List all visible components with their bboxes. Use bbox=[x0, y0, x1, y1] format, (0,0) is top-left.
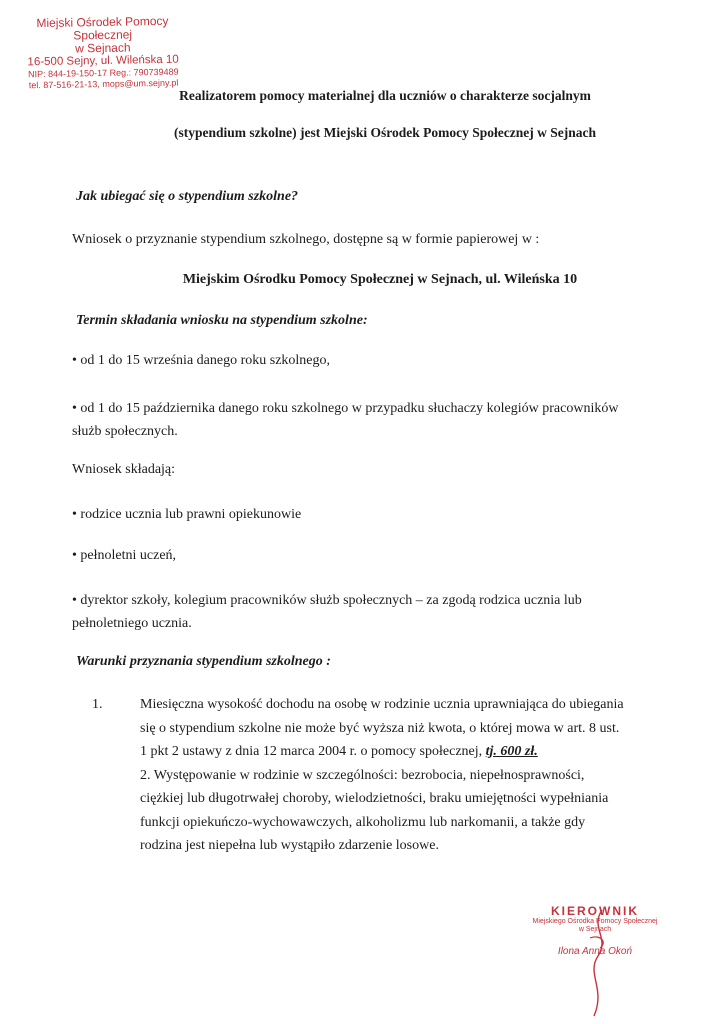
signature-name: Ilona Anna Okoń bbox=[557, 946, 633, 957]
stamp-line-2: w Sejnach bbox=[75, 40, 131, 56]
document-title-line-1: Realizatorem pomocy materialnej dla uczniów o charakterze socjalnym bbox=[179, 88, 591, 103]
deadline-item-2: • od 1 do 15 października danego roku szkolnego w przypadku słuchaczy kolegiów pracowników służb społecznych. bbox=[72, 401, 619, 439]
condition-item-1-text: Miesięczna wysokość dochodu na osobę w rodzinie ucznia uprawniająca do ubiegania się o stypendium szkolne nie może być wyższa niż kwota, o której mowa w art. 8 ust. 1 pkt 2 ustawy z dnia 12 marca 2004 r. o pomocy społecznej, bbox=[140, 697, 624, 759]
stamp-line-1: Miejski Ośrodek Pomocy Społecznej bbox=[36, 13, 169, 43]
stamp-line-3: 16-500 Sejny, ul. Wileńska 10 bbox=[27, 53, 179, 69]
signature-line-2: w Sejnach bbox=[578, 926, 612, 933]
applicant-item-3: • dyrektor szkoły, kolegium pracowników służb społecznych – za zgodą rodzica ucznia lub pełnoletniego ucznia. bbox=[72, 593, 582, 631]
applicants-label: Wniosek składają: bbox=[72, 462, 176, 477]
applicant-item-1: • rodzice ucznia lub prawni opiekunowie bbox=[72, 507, 302, 522]
signature-line-1: Miejskiego Ośrodka Pomocy Społecznej bbox=[532, 918, 658, 925]
signature-title: KIEROWNIK bbox=[551, 904, 639, 918]
director-signature-stamp bbox=[520, 904, 670, 957]
document-title-line-2: (stypendium szkolne) jest Miejski Ośrodek Pomocy Społecznej w Sejnach bbox=[174, 125, 596, 140]
handwritten-signature-icon bbox=[580, 908, 620, 1018]
condition-list bbox=[92, 693, 627, 858]
condition-number-1: 1. bbox=[92, 697, 103, 712]
stamp-line-4: NIP: 844-19-150-17 Reg.: 790739489 bbox=[27, 66, 179, 80]
section-heading-conditions: Warunki przyznania stypendium szkolnego : bbox=[76, 654, 331, 669]
condition-item-2: 2. Występowanie w rodzinie w szczególności: bezrobocia, niepełnosprawności, ciężkiej lub długotrwałej choroby, wielodzietności, braku umiejętności wypełniania funkcji opiekuńczo-wychowawczych, alkoholizmu lub narkomanii, a także gdy rodzina jest niepełna lub wystąpiło zdarzenie losowe. bbox=[140, 767, 609, 853]
deadline-item-1: • od 1 do 15 września danego roku szkolnego, bbox=[72, 353, 331, 368]
applicant-item-2: • pełnoletni uczeń, bbox=[72, 548, 177, 563]
section-heading-how-to-apply: Jak ubiegać się o stypendium szkolne? bbox=[76, 189, 299, 204]
institution-stamp bbox=[17, 15, 188, 92]
stamp-line-5: tel. 87-516-21-13, mops@um.sejny.pl bbox=[28, 77, 179, 91]
income-threshold-amount: tj. 600 zł. bbox=[485, 744, 538, 759]
condition-item-1 bbox=[140, 693, 627, 764]
office-address: Miejskim Ośrodku Pomocy Społecznej w Sejnach, ul. Wileńska 10 bbox=[182, 272, 578, 287]
section-heading-deadline: Termin składania wniosku na stypendium szkolne: bbox=[76, 313, 368, 328]
application-availability-text: Wniosek o przyznanie stypendium szkolnego, dostępne są w formie papierowej w : bbox=[72, 232, 540, 247]
